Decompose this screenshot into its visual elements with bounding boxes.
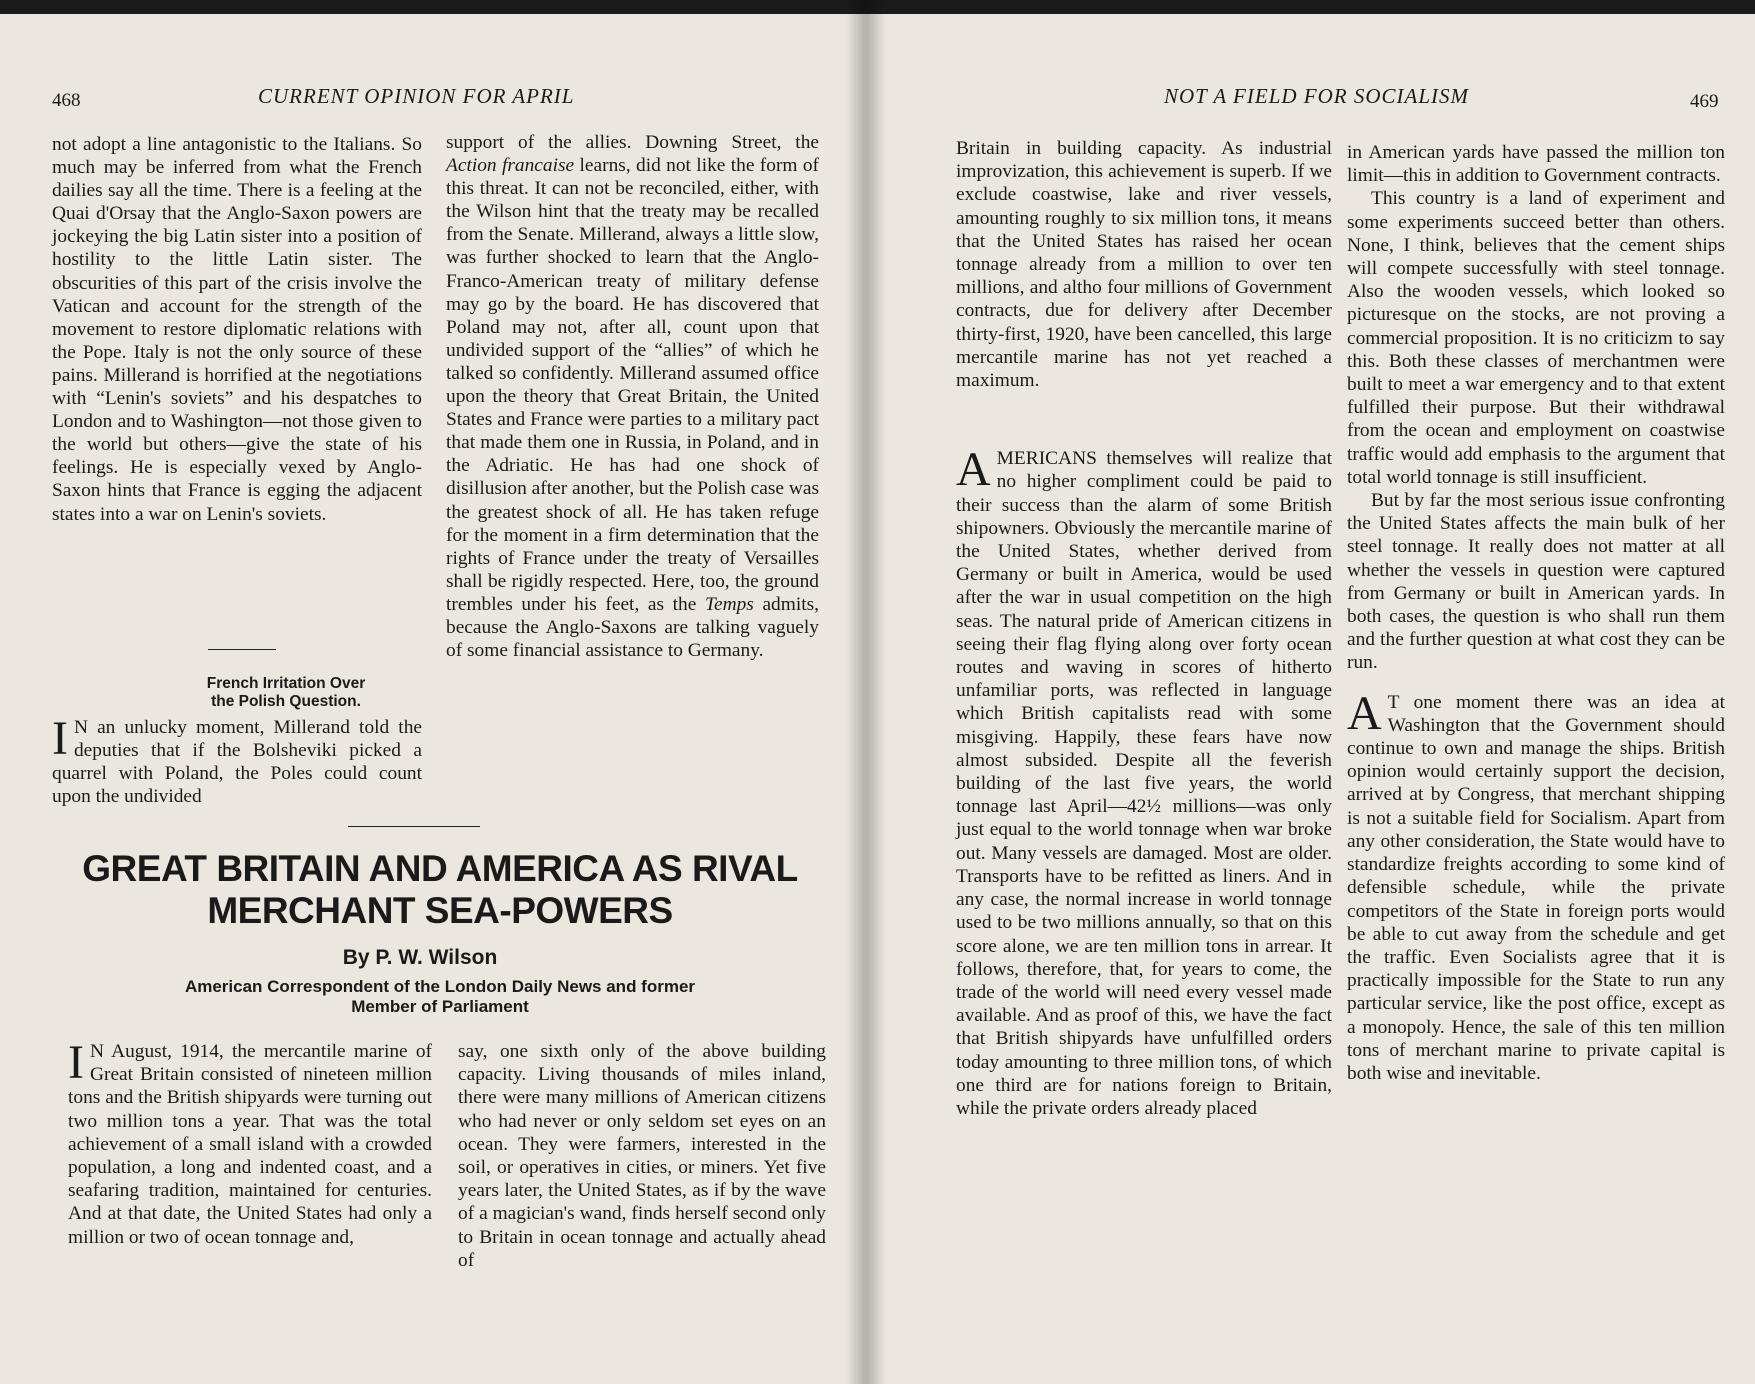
paragraph-text: learns, did not like the form of this threat. It can not be reconciled, either, with the Wilson hint that the treaty may be recalled from the Senate. Millerand, always a little slow, was further shocked to learn that the Anglo-Franco-American treaty of military defense may go by the board. He has discovered that Poland may not, after all, count upon that undivided support of the “allies” of which he talked so confidently. Millerand assumed office upon the theory that Great Britain, the United States and France were parties to a military pact that made them one in Russia, in Poland, and in the Adriatic. He has had one shock of disillusion after another, but the Polish case was the greatest shock of all. He has taken refuge for the moment in a firm determination that the rights of France under the treaty of Versailles shall be rigidly respected. Here, too, the ground trembles under his feet, as the [446, 155, 819, 615]
affiliation-line: American Correspondent of the London Daily News and former [184, 977, 696, 996]
running-head: NOT A FIELD FOR SOCIALISM [1164, 84, 1470, 108]
top-edge-band [866, 0, 1755, 14]
title-line: MERCHANT SEA-POWERS [207, 890, 673, 931]
divider-rule [208, 649, 276, 650]
left-page [0, 0, 866, 1384]
affiliation-line: Member of Parliament [351, 997, 529, 1016]
subhead-line: the Polish Question. [211, 693, 361, 710]
running-head: CURRENT OPINION FOR APRIL [258, 84, 575, 108]
paragraph [446, 131, 819, 662]
paragraph: This country is a land of experiment and some experiments succeed better than others. None, I think, believes that the cement ships will compete successfully with steel tonnage. Also the wooden vessels, which looked so picturesque on the stocks, are not proving a commercial proposition. It is no criticizm to say this. Both these classes of merchantmen were built to meet a war emergency and to that extent fulfilled their purpose. But their withdrawal from the ocean and employment on coastwise traffic would add emphasis to the argument that total world tonnage is still insufficient. [1347, 188, 1725, 488]
subhead [150, 675, 422, 711]
paragraph [68, 1036, 432, 1249]
drop-cap: A [956, 443, 991, 497]
top-edge-band [0, 0, 866, 14]
book-gutter [846, 0, 886, 1384]
article-title [40, 848, 840, 932]
article-col1 [68, 1036, 432, 1249]
affiliation [80, 977, 800, 1017]
page-number: 469 [1690, 91, 1719, 112]
divider-rule [348, 826, 480, 827]
paragraph-text: T one moment there was an idea at Washington that the Government should continue to own and manage the ships. British opinion would certainly support the decision, arrived at by Congress, that merchant shipping is not a suitable field for Socialism. Apart from any other consideration, the State would have to standardize freights according to some kind of defensible schedule, while the private competitors of the State in foreign ports would be able to cut away from the schedule and get the traffic. Even Socialists agree that it is practically impossible for the State to run any particular service, like the post office, except as a monopoly. Hence, the sale of this ten million tons of merchant marine to private capital is both wise and inevitable. [1347, 691, 1725, 1084]
drop-cap: A [1347, 686, 1382, 740]
byline: By P. W. Wilson [342, 946, 498, 969]
title-line: GREAT BRITAIN AND AMERICA AS RIVAL [82, 848, 798, 889]
paragraph: Britain in building capacity. As industrial improvization, this achievement is superb. If we exclude coastwise, lake and river vessels, amounting roughly to six million tons, it means that the United States has raised her ocean tonnage already from a million to over ten millions, and altho four millions of Government contracts, due for delivery after December thirty-first, 1920, have been cancelled, this large mercantile marine has not yet reached a maximum. [956, 138, 1332, 392]
right-col2 [1347, 141, 1725, 1085]
paragraph-text: admits, because the Anglo-Saxons are talking vaguely of some financial assistance to Germany. [446, 593, 819, 662]
paragraph: But by far the most serious issue confronting the United States affects the main bulk of her steel tonnage. It really does not matter at all whether the vessels in question were captured from Germany or built in American yards. In both cases, the question is who shall run them and the further question at what cost they can be run. [1347, 490, 1725, 674]
paragraph: not adopt a line antagonistic to the Italians. So much may be inferred from what the French dailies say all the time. There is a feeling at the Quai d'Orsay that the Anglo-Saxon powers are jockeying the big Latin sister into a position of hostility to the little Latin sister. The obscurities of this part of the crisis involve the Vatican and account for the strength of the movement to restore diplomatic relations with the Pope. Italy is not the only source of these pains. Millerand is horrified at the negotiations with “Lenin's soviets” and his despatches to London and to Washington—not those given to the world but others—give the state of his feelings. He is especially vexed by Anglo-Saxon hints that France is egging the adjacent states into a war on Lenin's soviets. [52, 134, 422, 525]
paragraph-text: support of the allies. Downing Street, the [446, 132, 819, 153]
article-col2 [458, 1040, 826, 1272]
subhead-line: French Irritation Over [206, 675, 366, 692]
italic-title: Temps [704, 593, 754, 615]
paragraph [52, 712, 422, 808]
right-page [866, 0, 1755, 1384]
page-number: 468 [52, 90, 81, 111]
italic-title: Action francaise [446, 155, 575, 177]
drop-cap: I [52, 712, 68, 765]
paragraph-text: N August, 1914, the mercantile marine of Great Britain consisted of nineteen million tons and the British shipyards were turning out two million tons a year. That was the total achievement of a small island with a crowded population, a long and indented coast, and a seafaring tradition, maintained for centuries. And at that date, the United States had only a million or two of ocean tonnage and, [68, 1041, 432, 1248]
paragraph [956, 443, 1332, 1120]
paragraph-text: MERICANS themselves will realize that no higher compliment could be paid to their success than the alarm of some British shipowners. Obviously the mercantile marine of the United States, whether derived from Germany or built in America, would be used after the war in usual competition on the high seas. The natural pride of American citizens in seeing their flag flying along over forty ocean routes and waving in scores of hitherto unfamiliar ports, was reflected in language which British capitalists read with some misgiving. Happily, these fears have now almost subsided. Despite all the feverish building of the last five years, the world tonnage last April—42½ millions—was only just equal to the world tonnage when war broke out. Many vessels are damaged. Most are older. Transports have to be refitted as liners. And in any case, the normal increase in world tonnage used to be two millions annually, so that on this score alone, we are ten million tons in arrear. It follows, therefore, that, for years to come, the trade of the world will need every vessel made available. And as proof of this, we have the fact that British shipyards have unfulfilled orders today amounting to three million tons, of which one third are for nations foreign to Britain, while the private orders already placed [956, 448, 1332, 1119]
left-col1-text [52, 133, 422, 526]
right-col1 [956, 137, 1332, 1120]
paragraph [1347, 686, 1725, 1085]
drop-cap: I [68, 1036, 84, 1089]
paragraph: in American yards have passed the million ton limit—this in addition to Government contracts. [1347, 142, 1725, 187]
paragraph-text: N an unlucky moment, Millerand told the deputies that if the Bolsheviki picked a quarrel with Poland, the Poles could count upon the undivided [52, 717, 422, 808]
left-col1b-text [52, 712, 422, 808]
paragraph: say, one sixth only of the above building capacity. Living thousands of miles inland, there were many millions of American citizens who had never or only seldom set eyes on an ocean. They were farmers, interested in the soil, or operatives in cities, or miners. Yet five years later, the United States, as if by the wave of a magician's wand, finds herself second only to Britain in ocean tonnage and actually ahead of [458, 1041, 826, 1271]
left-col2-text [446, 131, 819, 662]
